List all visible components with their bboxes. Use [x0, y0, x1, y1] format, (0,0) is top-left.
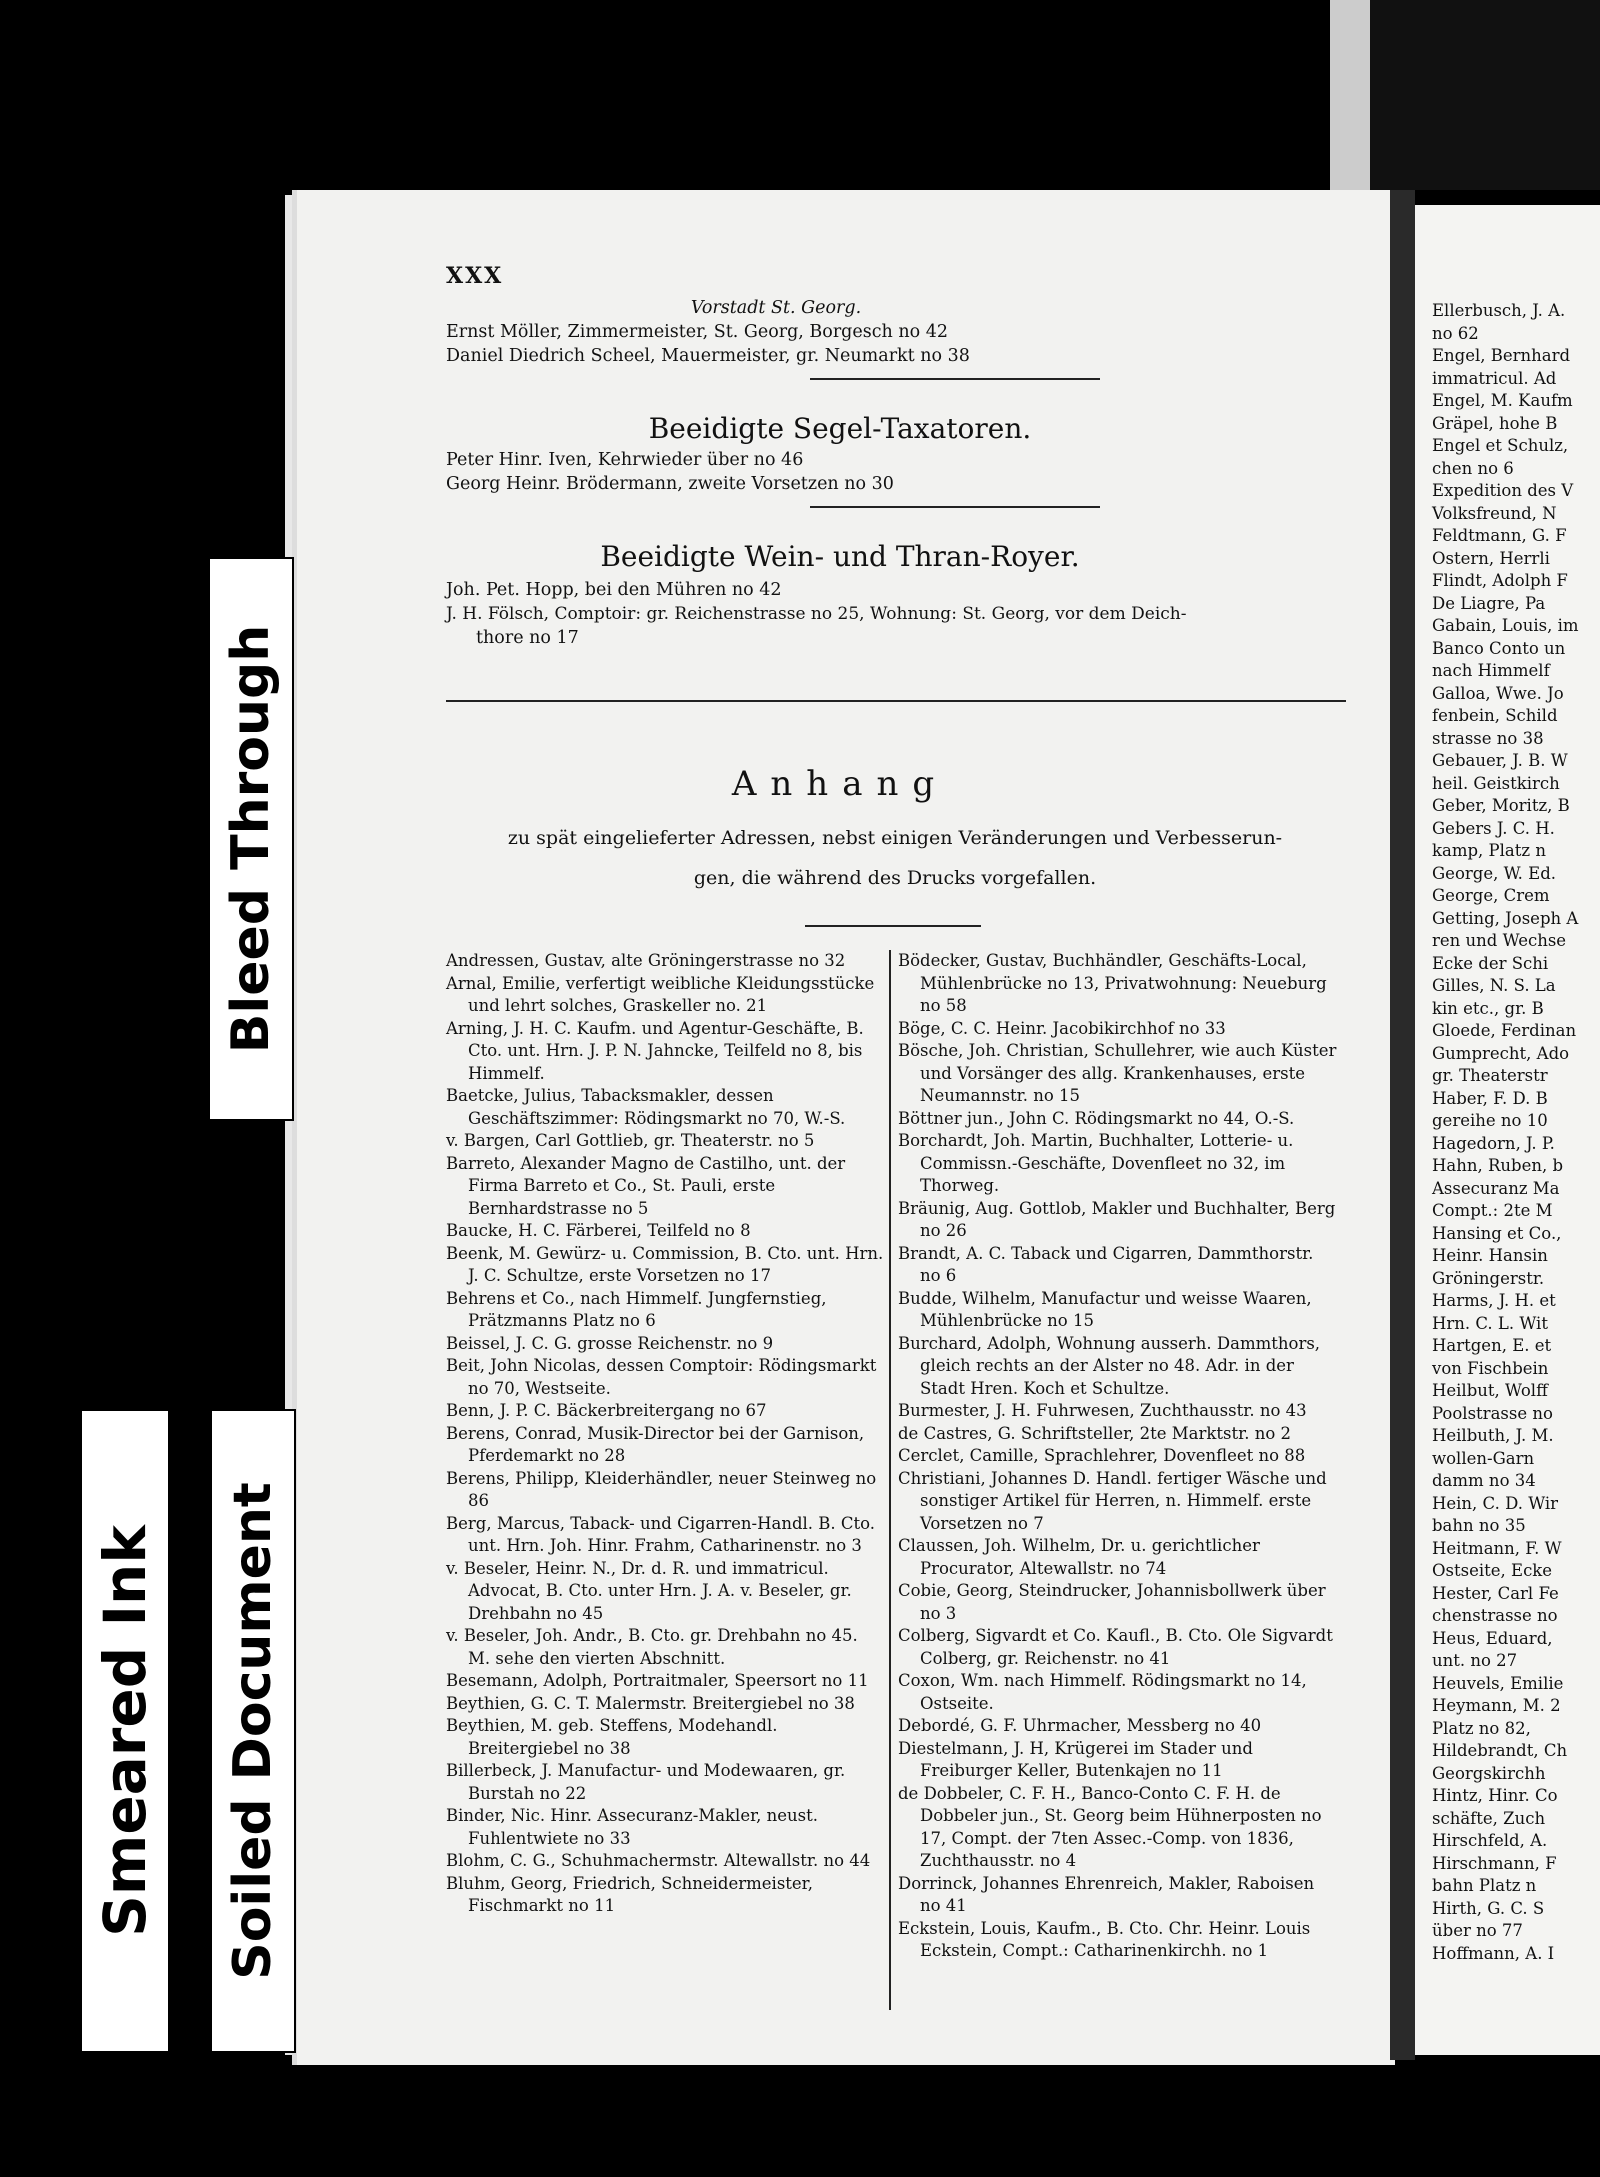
column-divider — [889, 950, 891, 2010]
directory-entry: fenbein, Schild — [1432, 706, 1558, 725]
directory-entry: Blohm, C. G., Schuhmachermstr. Altewallstr. no 44 — [446, 1851, 871, 1870]
directory-entry: unt. no 27 — [1432, 1651, 1518, 1670]
directory-entry: Heuvels, Emilie — [1432, 1673, 1564, 1693]
directory-entry: George, W. Ed. — [1432, 863, 1556, 883]
directory-entry: Cerclet, Camille, Sprachlehrer, Dovenfleet no 88 — [898, 1446, 1306, 1465]
directory-entry: nach Himmelf — [1432, 661, 1550, 680]
anhang-subtitle: gen, die während des Drucks vorgefallen. — [693, 867, 1097, 889]
directory-entry: chenstrasse no — [1432, 1606, 1558, 1625]
directory-entry: Beit, John Nicolas, dessen Comptoir: Rödingsmarkt no 70, Westseite. — [446, 1356, 877, 1398]
directory-entry: Heitmann, F. W — [1432, 1538, 1562, 1558]
label-smeared-ink-text: Smeared Ink — [91, 1525, 159, 1937]
entries-column-middle — [898, 950, 1338, 1963]
page-number: XXX — [446, 263, 504, 289]
label-soiled-document-text: Soiled Document — [223, 1482, 283, 1980]
directory-entry: Geber, Moritz, B — [1432, 796, 1570, 815]
directory-entry: Benn, J. P. C. Bäckerbreitergang no 67 — [446, 1401, 767, 1420]
directory-entry: v. Bargen, Carl Gottlieb, gr. Theaterstr. no 5 — [446, 1131, 815, 1150]
scan-edge-dark — [1370, 0, 1600, 190]
entries-column-adjacent — [1432, 300, 1579, 1965]
directory-entry: Behrens et Co., nach Himmelf. Jungfernstieg, Prätzmanns Platz no 6 — [446, 1288, 827, 1330]
section-vorstadt-title: Vorstadt St. Georg. — [690, 298, 862, 318]
directory-entry: bahn no 35 — [1432, 1516, 1526, 1535]
directory-entry: Georgskirchh — [1432, 1763, 1546, 1783]
directory-entry: Engel, Bernhard — [1432, 346, 1571, 365]
directory-entry: Gabain, Louis, im — [1432, 616, 1579, 635]
directory-entry: Christiani, Johannes D. Handl. fertiger Wäsche und sonstiger Artikel für Herren, n. Himmelf. erste Vorsetzen no 7 — [898, 1468, 1327, 1533]
section-wein-title: Beeidigte Wein- und Thran-Royer. — [600, 540, 1080, 573]
directory-entry: Gröningerstr. — [1432, 1268, 1545, 1288]
directory-entry: Volksfreund, N — [1432, 503, 1557, 523]
directory-entry: Coxon, Wm. nach Himmelf. Rödingsmarkt no 14, Ostseite. — [898, 1671, 1307, 1713]
section-segel-line: Georg Heinr. Brödermann, zweite Vorsetzen no 30 — [446, 474, 894, 494]
directory-entry: Engel, M. Kaufm — [1432, 391, 1573, 410]
directory-entry: Debordé, G. F. Uhrmacher, Messberg no 40 — [898, 1716, 1262, 1735]
directory-entry: Besemann, Adolph, Portraitmaler, Speersort no 11 — [446, 1671, 869, 1690]
directory-entry: Bräunig, Aug. Gottlob, Makler und Buchhalter, Berg no 26 — [898, 1198, 1336, 1240]
section-segel-line: Peter Hinr. Iven, Kehrwieder über no 46 — [446, 450, 804, 470]
directory-entry: Cobie, Georg, Steindrucker, Johannisbollwerk über no 3 — [898, 1581, 1326, 1623]
directory-entry: Baetcke, Julius, Tabacksmakler, dessen Geschäftszimmer: Rödingsmarkt no 70, W.-S. — [446, 1086, 846, 1128]
directory-entry: strasse no 38 — [1432, 728, 1544, 748]
directory-entry: Arnal, Emilie, verfertigt weibliche Kleidungsstücke und lehrt solches, Graskeller no. 21 — [446, 973, 875, 1015]
directory-entry: Heilbut, Wolff — [1432, 1381, 1548, 1400]
directory-entry: Harms, J. H. et — [1432, 1291, 1556, 1310]
directory-entry: Hintz, Hinr. Co — [1432, 1786, 1558, 1805]
directory-entry: Hansing et Co., — [1432, 1223, 1562, 1243]
directory-entry: Heus, Eduard, — [1432, 1628, 1553, 1648]
directory-entry: Beenk, M. Gewürz- u. Commission, B. Cto. unt. Hrn. J. C. Schultze, erste Vorsetzen no 17 — [446, 1243, 884, 1285]
directory-entry: gereihe no 10 — [1432, 1111, 1548, 1130]
directory-entry: Claussen, Joh. Wilhelm, Dr. u. gerichtlicher Procurator, Altewallstr. no 74 — [898, 1536, 1260, 1578]
directory-entry: Getting, Joseph A — [1432, 908, 1579, 928]
directory-entry: Beythien, M. geb. Steffens, Modehandl. Breitergiebel no 38 — [446, 1716, 778, 1758]
directory-entry: de Dobbeler, C. F. H., Banco-Conto C. F. H. de Dobbeler jun., St. Georg beim Hühnerposten no 17, Compt. der 7ten Assec.-Comp. von 1836, Zuchthausstr. no 4 — [898, 1783, 1322, 1870]
directory-entry: Poolstrasse no — [1432, 1403, 1553, 1423]
directory-entry: Hirschmann, F — [1432, 1853, 1557, 1873]
directory-entry: von Fischbein — [1432, 1358, 1549, 1378]
label-smeared-ink — [80, 1409, 170, 2053]
directory-entry: Diestelmann, J. H, Krügerei im Stader und Freiburger Keller, Butenkajen no 11 — [898, 1738, 1253, 1780]
scan-edge — [1330, 0, 1370, 190]
directory-entry: Burchard, Adolph, Wohnung ausserh. Dammthors, gleich rechts an der Alster no 48. Adr. in der Stadt Hren. Koch et Schultze. — [898, 1333, 1321, 1398]
directory-entry: Gloede, Ferdinan — [1432, 1021, 1577, 1040]
directory-entry: Ostern, Herrli — [1432, 548, 1550, 568]
directory-entry: George, Crem — [1432, 886, 1550, 905]
divider — [810, 506, 1100, 508]
directory-entry: Arning, J. H. C. Kaufm. und Agentur-Geschäfte, B. Cto. unt. Hrn. J. P. N. Jahncke, Teilfeld no 8, bis Himmelf. — [446, 1018, 864, 1083]
directory-entry: wollen-Garn — [1432, 1448, 1535, 1468]
section-vorstadt-line: Daniel Diedrich Scheel, Mauermeister, gr. Neumarkt no 38 — [446, 346, 970, 366]
directory-entry: de Castres, G. Schriftsteller, 2te Marktstr. no 2 — [898, 1423, 1291, 1443]
directory-entry: Feldtmann, G. F — [1432, 526, 1567, 545]
directory-entry: Baucke, H. C. Färberei, Teilfeld no 8 — [446, 1221, 751, 1240]
directory-entry: gr. Theaterstr — [1432, 1066, 1548, 1085]
directory-entry: chen no 6 — [1432, 458, 1514, 478]
directory-entry: Billerbeck, J. Manufactur- und Modewaaren, gr. Burstah no 22 — [446, 1761, 846, 1803]
directory-entry: Ecke der Schi — [1432, 953, 1549, 973]
directory-entry: Gräpel, hohe B — [1432, 413, 1558, 433]
directory-entry: Bluhm, Georg, Friedrich, Schneidermeister, Fischmarkt no 11 — [446, 1873, 813, 1915]
directory-entry: Gilles, N. S. La — [1432, 976, 1556, 995]
directory-entry: no 62 — [1432, 323, 1479, 343]
directory-entry: Hoffmann, A. I — [1432, 1943, 1555, 1963]
label-bleed-through-text: Bleed Through — [221, 624, 281, 1054]
directory-entry: Barreto, Alexander Magno de Castilho, unt. der Firma Barreto et Co., St. Pauli, erste Bernhardstrasse no 5 — [446, 1153, 846, 1218]
directory-entry: Beythien, G. C. T. Malermstr. Breitergiebel no 38 — [446, 1693, 855, 1713]
label-bleed-through — [208, 557, 294, 1121]
directory-entry: Hagedorn, J. P. — [1432, 1133, 1555, 1153]
directory-entry: De Liagre, Pa — [1432, 593, 1546, 613]
directory-entry: ren und Wechse — [1432, 931, 1567, 950]
directory-entry: Hirschfeld, A. — [1432, 1831, 1548, 1850]
directory-entry: über no 77 — [1432, 1921, 1523, 1940]
section-wein-line: J. H. Fölsch, Comptoir: gr. Reichenstrasse no 25, Wohnung: St. Georg, vor dem Deich- — [446, 604, 1187, 624]
directory-entry: v. Beseler, Heinr. N., Dr. d. R. und immatricul. Advocat, B. Cto. unter Hrn. J. A. v. Beseler, gr. Drehbahn no 45 — [446, 1558, 852, 1623]
directory-entry: Burmester, J. H. Fuhrwesen, Zuchthausstr. no 43 — [898, 1401, 1307, 1420]
directory-entry: Böge, C. C. Heinr. Jacobikirchhof no 33 — [898, 1018, 1226, 1038]
directory-entry: Heilbuth, J. M. — [1432, 1426, 1554, 1445]
directory-entry: Berens, Conrad, Musik-Director bei der Garnison, Pferdemarkt no 28 — [446, 1423, 865, 1465]
directory-entry: Heymann, M. 2 — [1432, 1696, 1561, 1715]
directory-entry: Hein, C. D. Wir — [1432, 1493, 1559, 1513]
entries-column-left — [446, 950, 884, 1918]
directory-entry: kamp, Platz n — [1432, 841, 1546, 860]
directory-entry: Heinr. Hansin — [1432, 1246, 1548, 1265]
directory-entry: Hildebrandt, Ch — [1432, 1741, 1568, 1760]
directory-entry: kin etc., gr. B — [1432, 998, 1544, 1018]
directory-entry: Dorrinck, Johannes Ehrenreich, Makler, Raboisen no 41 — [898, 1873, 1315, 1915]
directory-entry: Gebauer, J. B. W — [1432, 751, 1568, 770]
divider — [805, 925, 981, 927]
directory-entry: Budde, Wilhelm, Manufactur und weisse Waaren, Mühlenbrücke no 15 — [898, 1288, 1312, 1330]
directory-entry: Haber, F. D. B — [1432, 1088, 1548, 1108]
directory-entry: Brandt, A. C. Taback und Cigarren, Dammthorstr. no 6 — [898, 1243, 1314, 1285]
divider — [810, 378, 1100, 380]
directory-entry: heil. Geistkirch — [1432, 773, 1560, 793]
directory-entry: Borchardt, Joh. Martin, Buchhalter, Lotterie- u. Commissn.-Geschäfte, Dovenfleet no 32, im Thorweg. — [898, 1131, 1294, 1195]
directory-entry: v. Beseler, Joh. Andr., B. Cto. gr. Drehbahn no 45. M. sehe den vierten Abschnitt. — [446, 1626, 858, 1668]
directory-entry: Gebers J. C. H. — [1432, 818, 1555, 838]
directory-entry: Ostseite, Ecke — [1432, 1561, 1553, 1580]
directory-entry: Compt.: 2te M — [1432, 1201, 1553, 1220]
anhang-subtitle: zu spät eingelieferter Adressen, nebst einigen Veränderungen und Verbesserun- — [507, 827, 1283, 849]
directory-entry: bahn Platz n — [1432, 1876, 1537, 1895]
directory-entry: Hirth, G. C. S — [1432, 1898, 1545, 1918]
section-segel-title: Beeidigte Segel-Taxatoren. — [648, 412, 1032, 445]
directory-entry: immatricul. Ad — [1432, 368, 1557, 388]
directory-entry: Andressen, Gustav, alte Gröningerstrasse no 32 — [446, 951, 846, 970]
directory-entry: Assecuranz Ma — [1432, 1178, 1560, 1198]
directory-entry: Böttner jun., John C. Rödingsmarkt no 44, O.-S. — [898, 1108, 1295, 1128]
directory-entry: Gumprecht, Ado — [1432, 1043, 1570, 1063]
directory-entry: Hrn. C. L. Wit — [1432, 1313, 1548, 1333]
directory-entry: Binder, Nic. Hinr. Assecuranz-Makler, neust. Fuhlentwiete no 33 — [446, 1806, 819, 1848]
directory-entry: Bösche, Joh. Christian, Schullehrer, wie auch Küster und Vorsänger des allg. Krankenhauses, erste Neumannstr. no 15 — [898, 1041, 1337, 1105]
section-wein-line: thore no 17 — [476, 628, 579, 648]
directory-entry: Bödecker, Gustav, Buchhändler, Geschäfts-Local, Mühlenbrücke no 13, Privatwohnung: Neueburg no 58 — [898, 951, 1327, 1015]
directory-entry: Engel et Schulz, — [1432, 436, 1569, 455]
directory-entry: Beissel, J. C. G. grosse Reichenstr. no 9 — [446, 1333, 774, 1353]
directory-entry: Platz no 82, — [1432, 1718, 1531, 1738]
directory-entry: Berg, Marcus, Taback- und Cigarren-Handl. B. Cto. unt. Hrn. Joh. Hinr. Frahm, Catharinenstr. no 3 — [446, 1513, 876, 1555]
directory-entry: Banco Conto un — [1432, 638, 1566, 658]
directory-entry: Galloa, Wwe. Jo — [1432, 683, 1564, 703]
directory-entry: Ellerbusch, J. A. — [1432, 301, 1566, 320]
book-gutter — [1390, 190, 1415, 2060]
section-vorstadt-line: Ernst Möller, Zimmermeister, St. Georg, Borgesch no 42 — [446, 322, 948, 342]
directory-entry: Hahn, Ruben, b — [1432, 1156, 1564, 1175]
directory-entry: Berens, Philipp, Kleiderhändler, neuer Steinweg no 86 — [446, 1468, 877, 1510]
directory-entry: Colberg, Sigvardt et Co. Kaufl., B. Cto. Ole Sigvardt Colberg, gr. Reichenstr. no 41 — [898, 1626, 1333, 1668]
directory-entry: Expedition des V — [1432, 481, 1574, 500]
directory-entry: Hartgen, E. et — [1432, 1336, 1552, 1355]
directory-entry: Flindt, Adolph F — [1432, 571, 1568, 590]
anhang-title: Anhang — [731, 764, 949, 804]
directory-entry: Hester, Carl Fe — [1432, 1583, 1559, 1603]
directory-entry: schäfte, Zuch — [1432, 1808, 1546, 1828]
directory-entry: damm no 34 — [1432, 1471, 1536, 1490]
section-wein-line: Joh. Pet. Hopp, bei den Mühren no 42 — [446, 580, 782, 600]
label-soiled-document — [210, 1409, 296, 2053]
directory-entry: Eckstein, Louis, Kaufm., B. Cto. Chr. Heinr. Louis Eckstein, Compt.: Catharinenkirchh. no 1 — [898, 1918, 1311, 1960]
divider — [446, 700, 1346, 702]
